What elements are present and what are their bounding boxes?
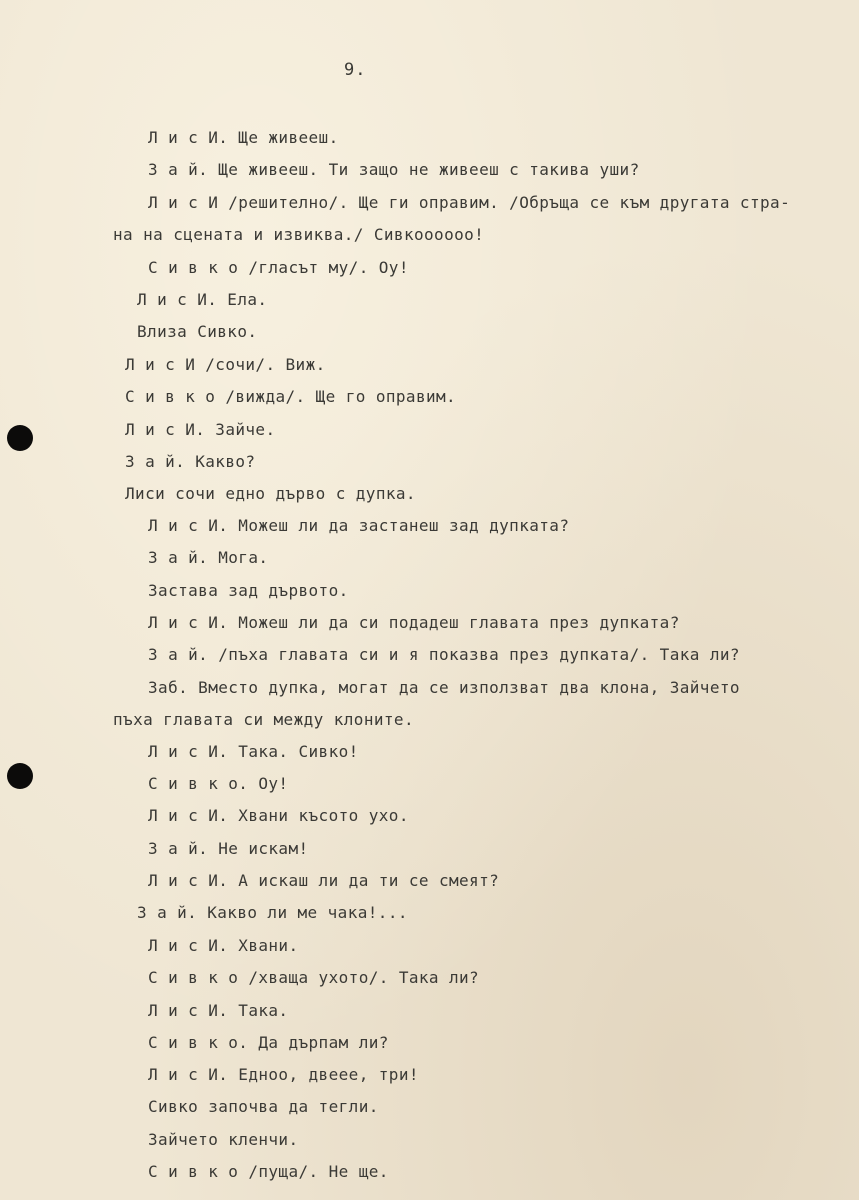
punch-hole [7,763,33,789]
script-line: С и в к о /гласът му/. Оу! [148,258,409,277]
script-line: Л и с И. Зайче. [125,420,276,439]
script-line: Л и с И. Така. [148,1001,289,1020]
script-line: на на сцената и извиква./ Сивкоооооо! [113,225,485,244]
script-line: Зайчето кленчи. [148,1130,299,1149]
script-line: Л и с И. Можеш ли да си подадеш главата през дупката? [148,613,680,632]
script-line: Влиза Сивко. [137,322,258,341]
script-line: Л и с И. Можеш ли да застанеш зад дупката? [148,516,570,535]
script-line: Л и с И. Така. Сивко! [148,742,359,761]
script-line: З а й. Ще живееш. Ти защо не живееш с такива уши? [148,160,640,179]
script-line: Заб. Вместо дупка, могат да се използват два клона, Зайчето [148,678,740,697]
script-line: Застава зад дървото. [148,581,349,600]
script-line: З а й. Мога. [148,548,269,567]
punch-hole [7,425,33,451]
script-line: З а й. Какво? [125,452,256,471]
script-line: Л и с И. Хвани късото ухо. [148,806,409,825]
script-line: Сивко започва да тегли. [148,1097,379,1116]
script-line: З а й. Не искам! [148,839,309,858]
script-line: С и в к о /вижда/. Ще го оправим. [125,387,457,406]
script-line: С и в к о /пуща/. Не ще. [148,1162,389,1181]
script-line: С и в к о. Да дърпам ли? [148,1033,389,1052]
script-line: Л и с И. Ела. [137,290,268,309]
script-line: З а й. Какво ли ме чака!... [137,903,408,922]
script-line: Лиси сочи едно дърво с дупка. [125,484,416,503]
script-line: Л и с И /сочи/. Виж. [125,355,326,374]
script-line: Л и с И. А искаш ли да ти се смеят? [148,871,500,890]
script-line: С и в к о /хваща ухото/. Така ли? [148,968,480,987]
script-line: пъха главата си между клоните. [113,710,414,729]
page-number: 9. [344,60,367,80]
script-line: Л и с И. Хвани. [148,936,299,955]
script-line: Л и с И. Ще живееш. [148,128,339,147]
script-line: Л и с И /решително/. Ще ги оправим. /Обръща се към другата стра- [148,193,791,212]
script-line: З а й. /пъха главата си и я показва през дупката/. Така ли? [148,645,740,664]
script-line: Л и с И. Едноо, двеее, три! [148,1065,419,1084]
script-line: С и в к о. Оу! [148,774,289,793]
